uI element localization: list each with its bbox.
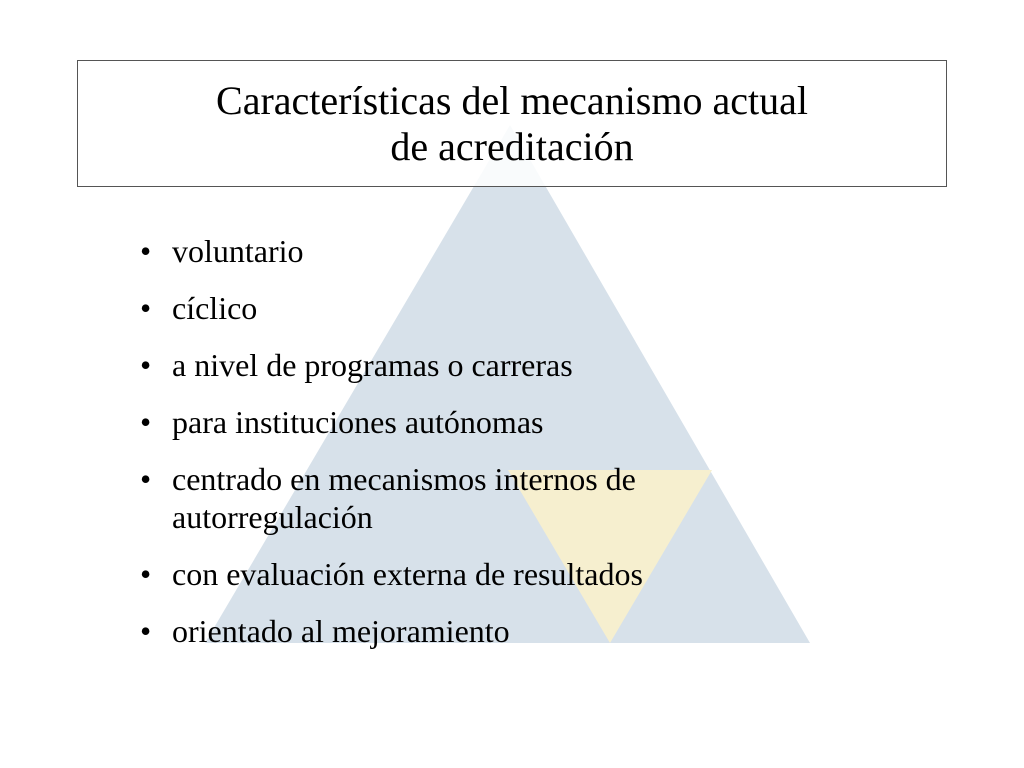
- bullet-item: [140, 289, 820, 327]
- bullet-dot: •: [140, 347, 152, 383]
- bullet-text: cíclico: [172, 290, 258, 326]
- bullet-item: [140, 403, 820, 441]
- bullet-text: a nivel de programas o carreras: [172, 347, 573, 383]
- bullet-text: centrado en mecanismos internos de autorregulación: [172, 461, 636, 535]
- bullet-item: [140, 346, 820, 384]
- bullet-text: para instituciones autónomas: [172, 404, 544, 440]
- bullet-dot: •: [140, 404, 152, 440]
- bullet-text: con evaluación externa de resultados: [172, 556, 643, 592]
- bullet-item: [140, 232, 820, 270]
- bullet-text: voluntario: [172, 233, 304, 269]
- slide-title-box: [77, 60, 947, 187]
- bullet-item: [140, 612, 820, 650]
- bullet-dot: •: [140, 233, 152, 269]
- bullet-item: [140, 460, 820, 536]
- bullet-text: orientado al mejoramiento: [172, 613, 510, 649]
- bullet-item: [140, 555, 820, 593]
- bullet-dot: •: [140, 613, 152, 649]
- bullet-list: [140, 232, 820, 669]
- bullet-dot: •: [140, 461, 152, 497]
- bullet-dot: •: [140, 290, 152, 326]
- slide-title-line-1: Características del mecanismo actual: [216, 77, 808, 123]
- slide-title-line-2: de acreditación: [390, 123, 634, 169]
- bullet-dot: •: [140, 556, 152, 592]
